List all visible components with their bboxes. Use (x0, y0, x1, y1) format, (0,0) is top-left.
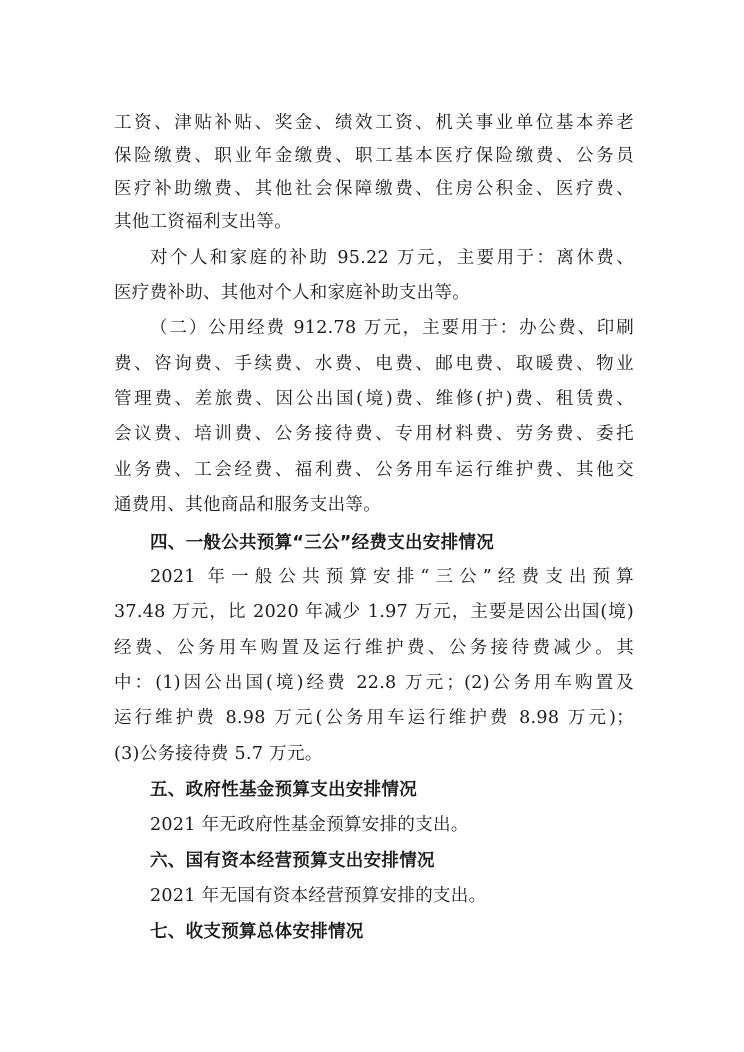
body-text-line: 2021 年无国有资本经营预算安排的支出。 (150, 886, 487, 906)
body-text-line: 通费用、其他商品和服务支出等。 (114, 495, 381, 515)
body-text-line: 业务费、工会经费、福利费、公务用车运行维护费、其他交 (114, 460, 634, 480)
body-text-line: 费、咨询费、手续费、水费、电费、邮电费、取暖费、物业 (114, 354, 634, 374)
body-text-line: 其他工资福利支出等。 (114, 212, 292, 232)
section-heading: 六、国有资本经营预算支出安排情况 (150, 851, 435, 871)
body-text-line: （二）公用经费 912.78 万元，主要用于：办公费、印刷 (150, 318, 634, 338)
body-text-line: 对个人和家庭的补助 95.22 万元，主要用于：离休费、 (150, 248, 634, 268)
section-heading: 七、收支预算总体安排情况 (150, 922, 364, 942)
body-text-line: 中：(1)因公出国(境)经费 22.8 万元；(2)公务用车购置及 (114, 673, 634, 693)
body-text-line: (3)公务接待费 5.7 万元。 (114, 744, 323, 764)
body-text-line: 管理费、差旅费、因公出国(境)费、维修(护)费、租赁费、 (114, 389, 634, 409)
body-text-line: 会议费、培训费、公务接待费、专用材料费、劳务费、委托 (114, 424, 634, 444)
section-heading: 五、政府性基金预算支出安排情况 (150, 780, 417, 800)
section-heading: 四、一般公共预算“三公”经费支出安排情况 (150, 533, 495, 553)
body-text-line: 37.48 万元，比 2020 年减少 1.97 万元，主要是因公出国(境) (114, 602, 634, 622)
body-text-line: 工资、津贴补贴、奖金、绩效工资、机关事业单位基本养老 (114, 113, 634, 133)
body-text-line: 保险缴费、职业年金缴费、职工基本医疗保险缴费、公务员 (114, 146, 634, 166)
body-text-line: 2021 年一般公共预算安排“三公”经费支出预算 (150, 567, 634, 587)
body-text-line: 2021 年无政府性基金预算安排的支出。 (150, 815, 469, 835)
body-text-line: 运行维护费 8.98 万元(公务用车运行维护费 8.98 万元)； (114, 708, 634, 728)
body-text-line: 医疗补助缴费、其他社会保障缴费、住房公积金、医疗费、 (114, 179, 634, 199)
body-text-line: 经费、公务用车购置及运行维护费、公务接待费减少。其 (114, 638, 634, 658)
body-text-line: 医疗费补助、其他对个人和家庭补助支出等。 (114, 283, 470, 303)
